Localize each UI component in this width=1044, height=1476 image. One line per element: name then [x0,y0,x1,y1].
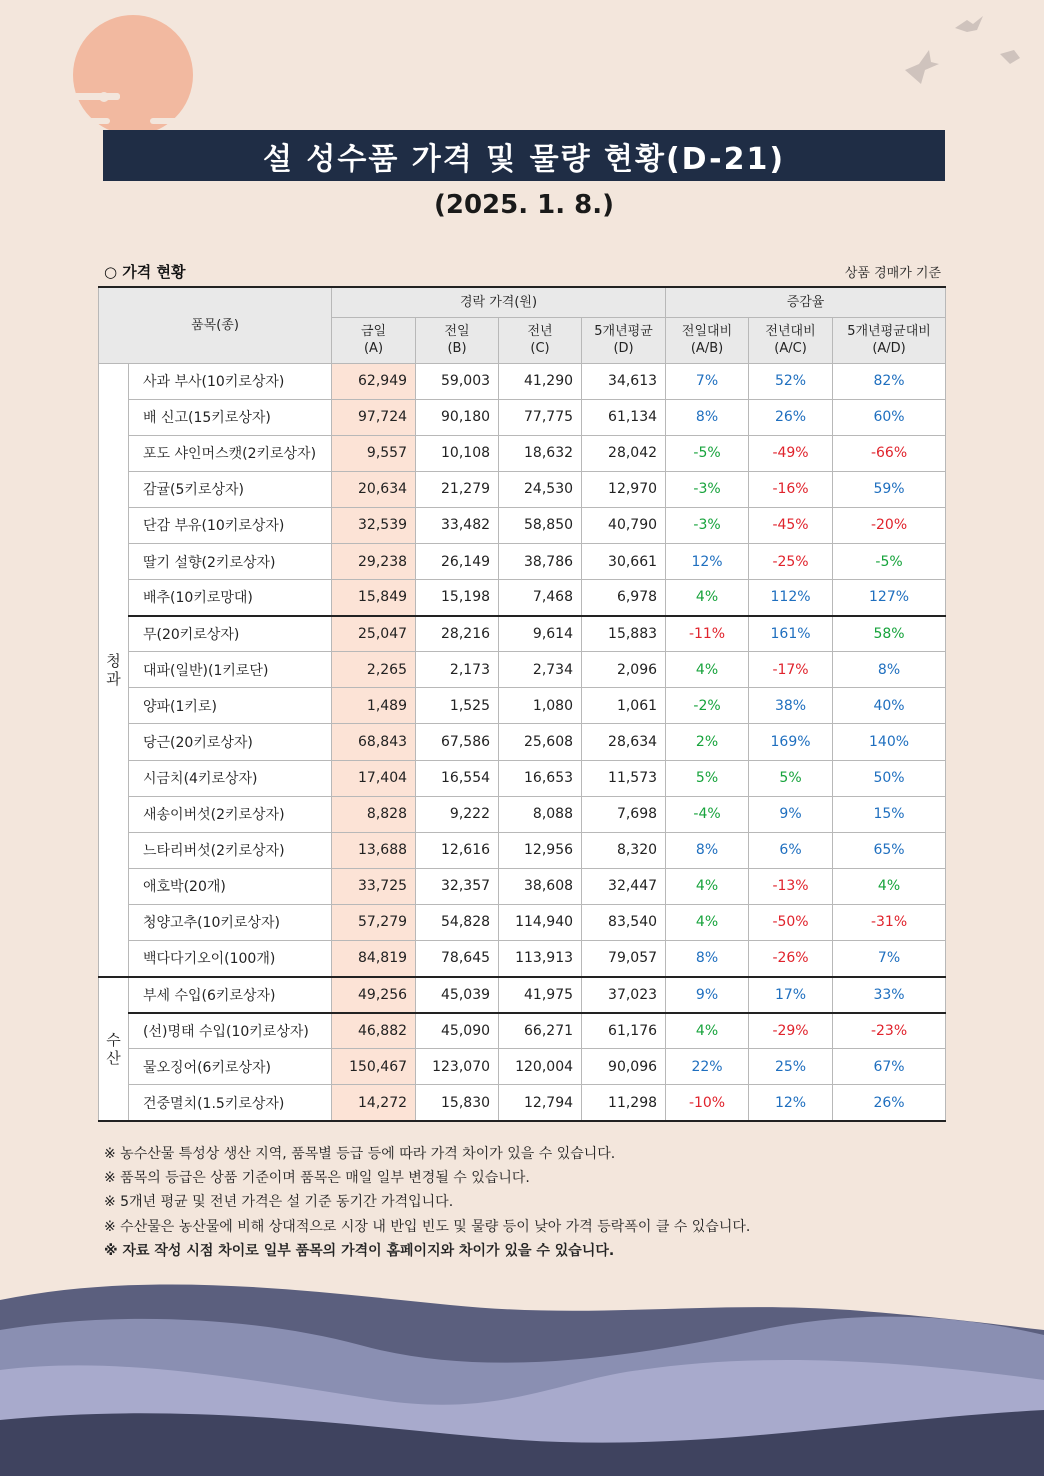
footnotes [104,1142,750,1263]
price-today: 14,272 [332,1085,416,1121]
price-5yr-avg: 8,320 [582,832,666,868]
price-prev-year: 38,786 [499,543,582,579]
price-today: 57,279 [332,904,416,940]
price-prev-day: 15,830 [416,1085,499,1121]
price-prev-year: 41,290 [499,363,582,399]
rate-vs-prev-day: 4% [666,868,749,904]
column-header-label: 5개년평균 [594,324,653,339]
rate-vs-5yr-avg: 67% [833,1049,946,1085]
item-name: 부세 수입(6키로상자) [129,977,332,1013]
rate-vs-prev-year: 5% [749,760,833,796]
item-name: 애호박(20개) [129,868,332,904]
rate-vs-prev-day: 8% [666,941,749,977]
rate-vs-5yr-avg: -23% [833,1013,946,1049]
price-5yr-avg: 11,298 [582,1085,666,1121]
price-prev-year: 24,530 [499,471,582,507]
price-5yr-avg: 83,540 [582,904,666,940]
price-prev-day: 78,645 [416,941,499,977]
table-row [99,471,946,507]
item-name: 배 신고(15키로상자) [129,399,332,435]
column-header-label: 전년 [527,324,553,339]
mountain-front [0,1410,1044,1476]
rate-vs-prev-day: 8% [666,399,749,435]
rate-vs-5yr-avg: 127% [833,580,946,616]
price-table [98,286,946,1122]
table-row [99,904,946,940]
column-header-label: 금일 [360,324,387,339]
price-prev-year: 1,080 [499,688,582,724]
bird-icon [1000,50,1020,64]
price-prev-year: 113,913 [499,941,582,977]
item-name: 시금치(4키로상자) [129,760,332,796]
rate-vs-prev-day: 2% [666,724,749,760]
item-name: 딸기 설향(2키로상자) [129,543,332,579]
column-header [416,317,499,363]
rate-vs-5yr-avg: 26% [833,1085,946,1121]
rate-vs-prev-year: -49% [749,435,833,471]
item-name: 단감 부유(10키로상자) [129,507,332,543]
price-group-header: 경락 가격(원) [332,287,666,317]
table-row [99,1049,946,1085]
mountain-light [0,1317,1044,1476]
column-header-code: (A/C) [774,341,807,356]
table-row [99,868,946,904]
price-5yr-avg: 7,698 [582,796,666,832]
column-header-code: (D) [613,341,634,356]
rate-vs-prev-day: -10% [666,1085,749,1121]
table-row [99,760,946,796]
item-name: 사과 부사(10키로상자) [129,363,332,399]
price-prev-day: 26,149 [416,543,499,579]
rate-vs-5yr-avg: 50% [833,760,946,796]
rate-vs-5yr-avg: -20% [833,507,946,543]
rate-vs-5yr-avg: 15% [833,796,946,832]
table-row [99,832,946,868]
rate-vs-prev-year: 12% [749,1085,833,1121]
price-prev-day: 1,525 [416,688,499,724]
rate-vs-prev-day: -4% [666,796,749,832]
rate-vs-prev-day: 12% [666,543,749,579]
column-header-code: (B) [447,341,467,356]
table-row [99,1013,946,1049]
rate-vs-5yr-avg: 58% [833,616,946,652]
column-header [749,317,833,363]
price-today: 33,725 [332,868,416,904]
price-prev-year: 18,632 [499,435,582,471]
rate-group-header: 증감율 [666,287,946,317]
price-prev-day: 123,070 [416,1049,499,1085]
rate-vs-prev-day: -3% [666,471,749,507]
price-today: 2,265 [332,652,416,688]
page-title: 설 성수품 가격 및 물량 현황(D-21) [103,130,945,181]
rate-vs-prev-year: 38% [749,688,833,724]
column-header-code: (A/B) [690,341,724,356]
price-today: 49,256 [332,977,416,1013]
rate-vs-prev-year: -25% [749,543,833,579]
rate-vs-5yr-avg: 33% [833,977,946,1013]
price-prev-day: 9,222 [416,796,499,832]
price-prev-year: 9,614 [499,616,582,652]
mountain-mid [0,1360,1044,1476]
cloud-stripe [30,93,120,100]
rate-vs-prev-year: 169% [749,724,833,760]
rate-vs-prev-day: -2% [666,688,749,724]
column-header [666,317,749,363]
rate-vs-prev-day: 9% [666,977,749,1013]
price-prev-day: 67,586 [416,724,499,760]
rate-vs-prev-year: -29% [749,1013,833,1049]
price-5yr-avg: 79,057 [582,941,666,977]
price-prev-year: 12,794 [499,1085,582,1121]
price-prev-day: 12,616 [416,832,499,868]
price-prev-day: 45,090 [416,1013,499,1049]
rate-vs-5yr-avg: 140% [833,724,946,760]
price-prev-year: 114,940 [499,904,582,940]
rate-vs-prev-day: 5% [666,760,749,796]
price-prev-year: 77,775 [499,399,582,435]
rate-vs-prev-year: -16% [749,471,833,507]
rate-vs-prev-year: 17% [749,977,833,1013]
price-5yr-avg: 61,176 [582,1013,666,1049]
rate-vs-5yr-avg: 59% [833,471,946,507]
table-row [99,977,946,1013]
price-today: 150,467 [332,1049,416,1085]
price-today: 20,634 [332,471,416,507]
rate-vs-prev-day: 8% [666,832,749,868]
rate-vs-5yr-avg: 65% [833,832,946,868]
table-row [99,435,946,471]
rate-vs-5yr-avg: -66% [833,435,946,471]
column-header-label: 전일 [444,324,470,339]
price-5yr-avg: 15,883 [582,616,666,652]
category-fruit-veg [99,363,129,977]
item-name: 배추(10키로망대) [129,580,332,616]
price-today: 97,724 [332,399,416,435]
price-prev-day: 54,828 [416,904,499,940]
price-5yr-avg: 2,096 [582,652,666,688]
rate-vs-prev-year: 25% [749,1049,833,1085]
rate-vs-prev-day: 4% [666,652,749,688]
rate-vs-prev-day: 4% [666,904,749,940]
rate-vs-prev-year: -26% [749,941,833,977]
rate-vs-prev-year: 6% [749,832,833,868]
rate-vs-prev-day: 4% [666,580,749,616]
category-fishery [99,977,129,1121]
price-prev-day: 45,039 [416,977,499,1013]
price-5yr-avg: 40,790 [582,507,666,543]
rate-vs-prev-day: -5% [666,435,749,471]
price-prev-day: 21,279 [416,471,499,507]
item-name: 포도 샤인머스캣(2키로상자) [129,435,332,471]
price-today: 46,882 [332,1013,416,1049]
price-5yr-avg: 1,061 [582,688,666,724]
item-name: 물오징어(6키로상자) [129,1049,332,1085]
price-today: 29,238 [332,543,416,579]
price-today: 9,557 [332,435,416,471]
item-name: 무(20키로상자) [129,616,332,652]
table-row [99,941,946,977]
price-today: 32,539 [332,507,416,543]
price-5yr-avg: 6,978 [582,580,666,616]
price-5yr-avg: 37,023 [582,977,666,1013]
table-row [99,796,946,832]
rate-vs-5yr-avg: 7% [833,941,946,977]
price-prev-day: 33,482 [416,507,499,543]
rate-vs-5yr-avg: -31% [833,904,946,940]
item-header: 품목(종) [99,287,332,363]
rate-vs-prev-day: 4% [666,1013,749,1049]
price-prev-day: 28,216 [416,616,499,652]
section-label: ○ 가격 현황 [104,263,186,281]
rate-vs-prev-day: 7% [666,363,749,399]
price-prev-year: 8,088 [499,796,582,832]
rate-vs-prev-year: 112% [749,580,833,616]
footnote: ※ 5개년 평균 및 전년 가격은 설 기준 동기간 가격입니다. [104,1194,454,1211]
table-row [99,1085,946,1121]
item-name: 대파(일반)(1키로단) [129,652,332,688]
price-prev-year: 25,608 [499,724,582,760]
price-prev-day: 10,108 [416,435,499,471]
price-prev-year: 2,734 [499,652,582,688]
column-header-label: 5개년평균대비 [847,324,931,339]
item-name: (선)명태 수입(10키로상자) [129,1013,332,1049]
cloud-stripe [40,118,110,124]
column-header [332,317,416,363]
category-char: 산 [106,1048,121,1067]
price-5yr-avg: 30,661 [582,543,666,579]
item-name: 새송이버섯(2키로상자) [129,796,332,832]
price-today: 84,819 [332,941,416,977]
price-today: 62,949 [332,363,416,399]
price-prev-day: 2,173 [416,652,499,688]
item-name: 양파(1키로) [129,688,332,724]
sun-shape [73,15,193,135]
price-prev-day: 15,198 [416,580,499,616]
price-prev-day: 32,357 [416,868,499,904]
cloud-dot [99,92,109,102]
rate-vs-prev-year: -17% [749,652,833,688]
price-prev-day: 90,180 [416,399,499,435]
basis-note: 상품 경매가 기준 [844,266,941,281]
price-5yr-avg: 32,447 [582,868,666,904]
table-row [99,580,946,616]
price-prev-day: 59,003 [416,363,499,399]
footnote: ※ 품목의 등급은 상품 기준이며 품목은 매일 일부 변경될 수 있습니다. [104,1170,530,1187]
price-today: 13,688 [332,832,416,868]
table-row [99,616,946,652]
table-row [99,688,946,724]
column-header-code: (A/D) [872,341,906,356]
report-date: (2025. 1. 8.) [433,190,615,220]
category-char: 수 [106,1030,121,1049]
price-today: 15,849 [332,580,416,616]
bird-icon [955,16,983,32]
rate-vs-prev-day: 22% [666,1049,749,1085]
rate-vs-5yr-avg: -5% [833,543,946,579]
price-prev-year: 38,608 [499,868,582,904]
price-today: 68,843 [332,724,416,760]
rate-vs-5yr-avg: 60% [833,399,946,435]
price-today: 8,828 [332,796,416,832]
rate-vs-prev-day: -3% [666,507,749,543]
rate-vs-5yr-avg: 82% [833,363,946,399]
table-row [99,724,946,760]
rate-vs-prev-year: 52% [749,363,833,399]
cloud-stripe [90,93,120,100]
rate-vs-prev-year: -50% [749,904,833,940]
column-header-code: (C) [530,341,550,356]
column-header-code: (A) [363,341,384,356]
rate-vs-prev-day: -11% [666,616,749,652]
price-5yr-avg: 28,042 [582,435,666,471]
table-row [99,543,946,579]
category-char: 청 [106,651,121,670]
mountain-back [0,1284,1044,1476]
column-header [499,317,582,363]
table-row [99,507,946,543]
footnote: ※ 수산물은 농산물에 비해 상대적으로 시장 내 반입 빈도 및 물량 등이 낮아 가격 등락폭이 클 수 있습니다. [104,1218,751,1235]
price-prev-day: 16,554 [416,760,499,796]
price-5yr-avg: 90,096 [582,1049,666,1085]
table-row [99,399,946,435]
item-name: 백다다기오이(100개) [129,941,332,977]
rate-vs-5yr-avg: 8% [833,652,946,688]
rate-vs-prev-year: 161% [749,616,833,652]
price-prev-year: 7,468 [499,580,582,616]
price-5yr-avg: 28,634 [582,724,666,760]
column-header [582,317,666,363]
price-5yr-avg: 61,134 [582,399,666,435]
price-today: 1,489 [332,688,416,724]
rate-vs-5yr-avg: 4% [833,868,946,904]
column-header-label: 전일대비 [681,324,733,339]
price-today: 17,404 [332,760,416,796]
bird-icon [905,50,939,84]
rate-vs-prev-year: 26% [749,399,833,435]
price-prev-year: 58,850 [499,507,582,543]
table-row [99,363,946,399]
rate-vs-prev-year: -13% [749,868,833,904]
column-header-label: 전년대비 [765,324,816,339]
rate-vs-prev-year: -45% [749,507,833,543]
item-name: 당근(20키로상자) [129,724,332,760]
rate-vs-5yr-avg: 40% [833,688,946,724]
price-today: 25,047 [332,616,416,652]
price-5yr-avg: 12,970 [582,471,666,507]
price-prev-year: 41,975 [499,977,582,1013]
price-prev-year: 16,653 [499,760,582,796]
footnote: ※ 자료 작성 시점 차이로 일부 품목의 가격이 홈페이지와 차이가 있을 수 있습니다. [104,1242,615,1259]
footnote: ※ 농수산물 특성상 생산 지역, 품목별 등급 등에 따라 가격 차이가 있을 수 있습니다. [104,1146,616,1162]
price-5yr-avg: 34,613 [582,363,666,399]
rate-vs-prev-year: 9% [749,796,833,832]
price-prev-year: 12,956 [499,832,582,868]
price-prev-year: 66,271 [499,1013,582,1049]
cloud-stripe [150,118,205,124]
price-prev-year: 120,004 [499,1049,582,1085]
table-body [99,363,946,1121]
item-name: 청양고추(10키로상자) [129,904,332,940]
item-name: 감귤(5키로상자) [129,471,332,507]
table-row [99,652,946,688]
item-name: 건중멸치(1.5키로상자) [129,1085,332,1121]
category-char: 과 [106,669,121,688]
price-5yr-avg: 11,573 [582,760,666,796]
item-name: 느타리버섯(2키로상자) [129,832,332,868]
column-header [833,317,946,363]
